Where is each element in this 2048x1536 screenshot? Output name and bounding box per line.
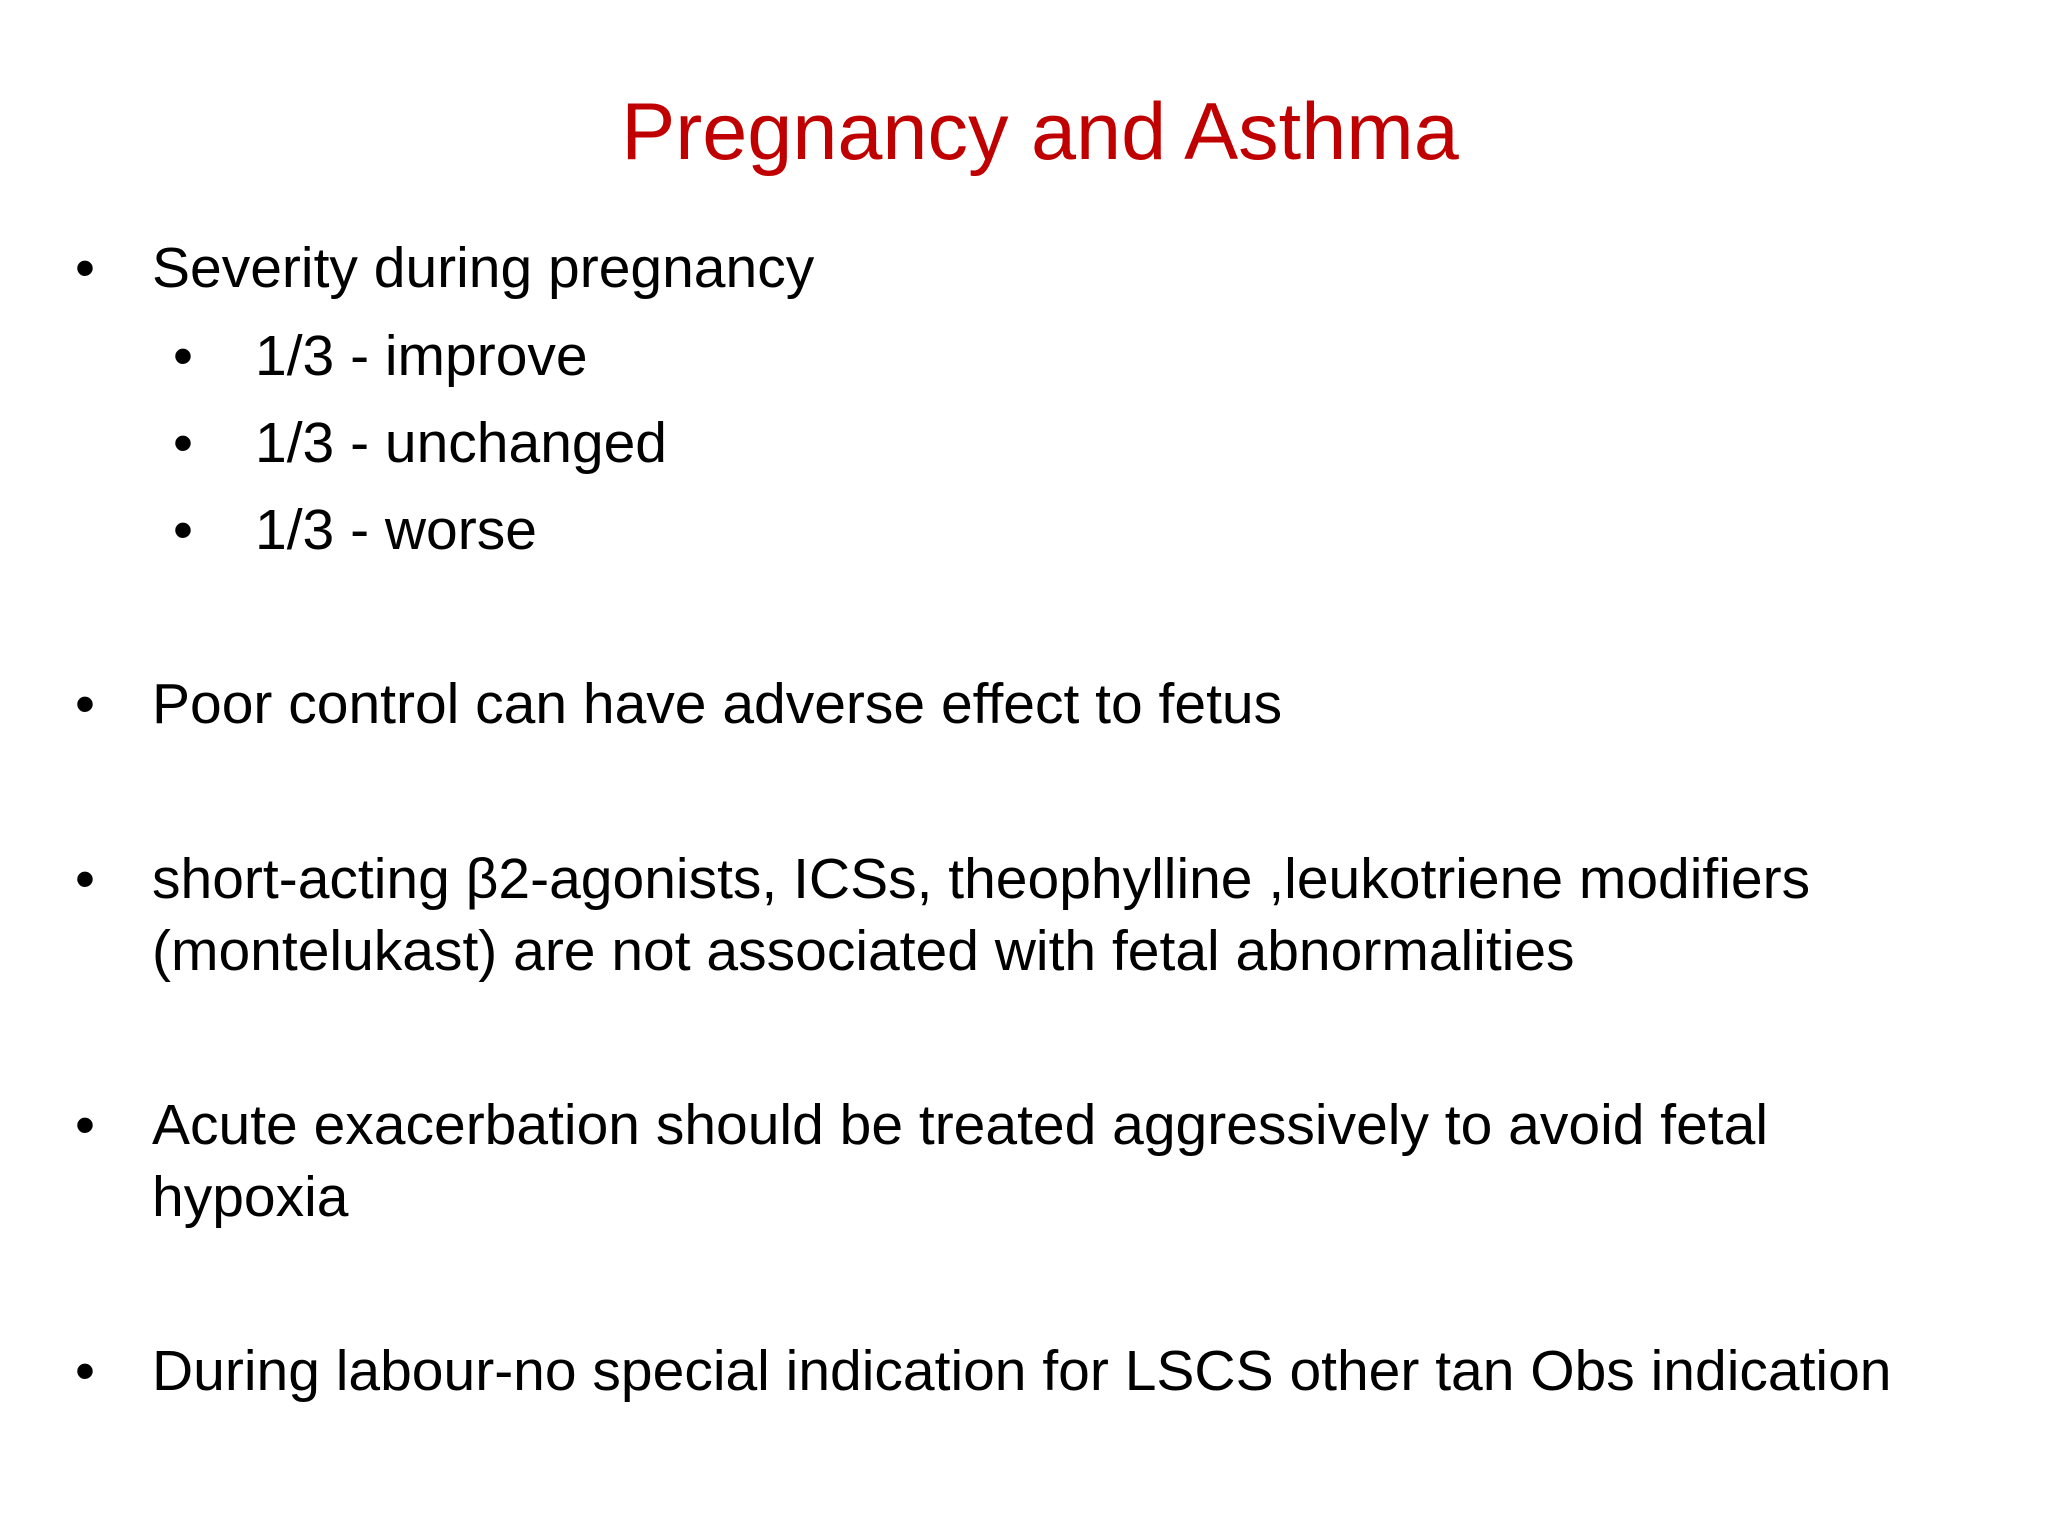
sub-bullet-text: 1/3 - improve bbox=[255, 324, 588, 388]
bullet-dot: • bbox=[173, 498, 193, 562]
bullet-dot: • bbox=[75, 672, 95, 736]
sub-bullet-unchanged bbox=[173, 407, 667, 479]
bullet-text: Severity during pregnancy bbox=[152, 236, 815, 300]
bullet-text-line: short-acting β2-agonists, ICSs, theophylline ,leukotriene modifiers bbox=[152, 847, 1811, 911]
bullet-text: During labour-no special indication for LSCS other tan Obs indication bbox=[152, 1339, 1892, 1403]
sub-bullet-text: 1/3 - unchanged bbox=[255, 411, 667, 475]
bullet-acute-exacerbation bbox=[75, 1089, 1769, 1233]
bullet-poor-control bbox=[75, 668, 1283, 740]
bullet-dot: • bbox=[75, 847, 95, 911]
bullet-dot: • bbox=[173, 411, 193, 475]
bullet-severity bbox=[75, 232, 815, 304]
sub-bullet-worse bbox=[173, 494, 537, 566]
bullet-dot: • bbox=[75, 1339, 95, 1403]
bullet-text-line: hypoxia bbox=[152, 1165, 349, 1229]
bullet-labour bbox=[75, 1335, 1892, 1407]
bullet-text: Poor control can have adverse effect to fetus bbox=[152, 672, 1283, 736]
bullet-dot: • bbox=[75, 236, 95, 300]
bullet-medications bbox=[75, 843, 1811, 987]
bullet-text-line: Acute exacerbation should be treated aggressively to avoid fetal bbox=[152, 1093, 1769, 1157]
bullet-dot: • bbox=[75, 1093, 95, 1157]
slide-title: Pregnancy and Asthma bbox=[621, 87, 1459, 177]
bullet-text-line: (montelukast) are not associated with fetal abnormalities bbox=[152, 919, 1575, 983]
bullet-dot: • bbox=[173, 324, 193, 388]
sub-bullet-improve bbox=[173, 320, 588, 392]
sub-bullet-text: 1/3 - worse bbox=[255, 498, 537, 562]
